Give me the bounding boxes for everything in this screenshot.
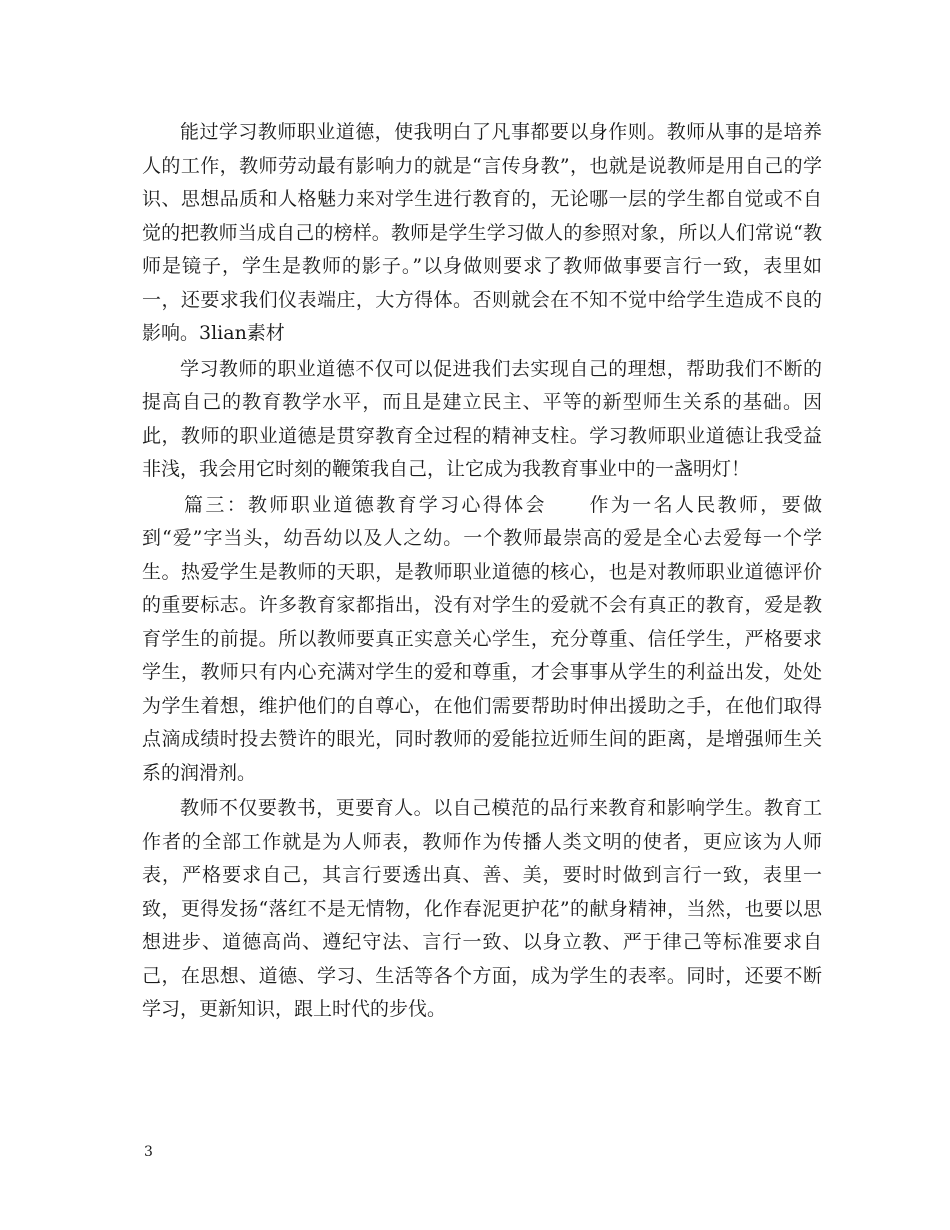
page-number: 3 (144, 1144, 153, 1160)
document-body (142, 116, 822, 1027)
paragraph-teach-and-educate: 教师不仅要教书，更要育人。以自己模范的品行来教育和影响学生。教育工作者的全部工作就是为人师表，教师作为传播人类文明的使者，更应该为人师表，严格要求自己，其言行要透出真、善、美，要时时做到言行一致，表里一致，更得发扬“落红不是无情物，化作春泥更护花”的献身精神，当然，也要以思想进步、道德高尚、遵纪守法、言行一致、以身立教、严于律己等标准要求自己，在思想、道德、学习、生活等各个方面，成为学生的表率。同时，还要不断学习，更新知识，跟上时代的步伐。 (142, 797, 822, 1020)
paragraph-leading-by-example: 能过学习教师职业道德，使我明白了凡事都要以身作则。教师从事的是培养人的工作，教师劳动最有影响力的就是“言传身教”，也就是说教师是用自己的学识、思想品质和人格魅力来对学生进行教育的，无论哪一层的学生都自觉或不自觉的把教师当成自己的榜样。教师是学生学习做人的参照对象，所以人们常说“教师是镜子，学生是教师的影子。”以身做则要求了教师做事要言行一致，表里如一，还要求我们仪表端庄，大方得体。否则就会在不知不觉中给学生造成不良的影响。3lian素材 (142, 121, 822, 344)
paragraph-part-three: 篇三：教师职业道德教育学习心得体会 作为一名人民教师，要做到“爱”字当头，幼吾幼以及人之幼。一个教师最崇高的爱是全心去爱每一个学生。热爱学生是教师的天职，是教师职业道德的核心，也是对教师职业道德评价的重要标志。许多教育家都指出，没有对学生的爱就不会有真正的教育，爱是教育学生的前提。所以教师要真正实意关心学生，充分尊重、信任学生，严格要求学生，教师只有内心充满对学生的爱和尊重，才会事事从学生的利益出发，处处为学生着想，维护他们的自尊心，在他们需要帮助时伸出援助之手，在他们取得点滴成绩时投去赞许的眼光，同时教师的爱能拉近师生间的距离，是增强师生关系的润滑剂。 (142, 493, 822, 784)
paragraph-professional-ethics: 学习教师的职业道德不仅可以促进我们去实现自己的理想，帮助我们不断的提高自己的教育教学水平，而且是建立民主、平等的新型师生关系的基础。因此，教师的职业道德是贯穿教育全过程的精神支柱。学习教师职业道德让我受益非浅，我会用它时刻的鞭策我自己，让它成为我教育事业中的一盏明灯！ (142, 357, 822, 480)
